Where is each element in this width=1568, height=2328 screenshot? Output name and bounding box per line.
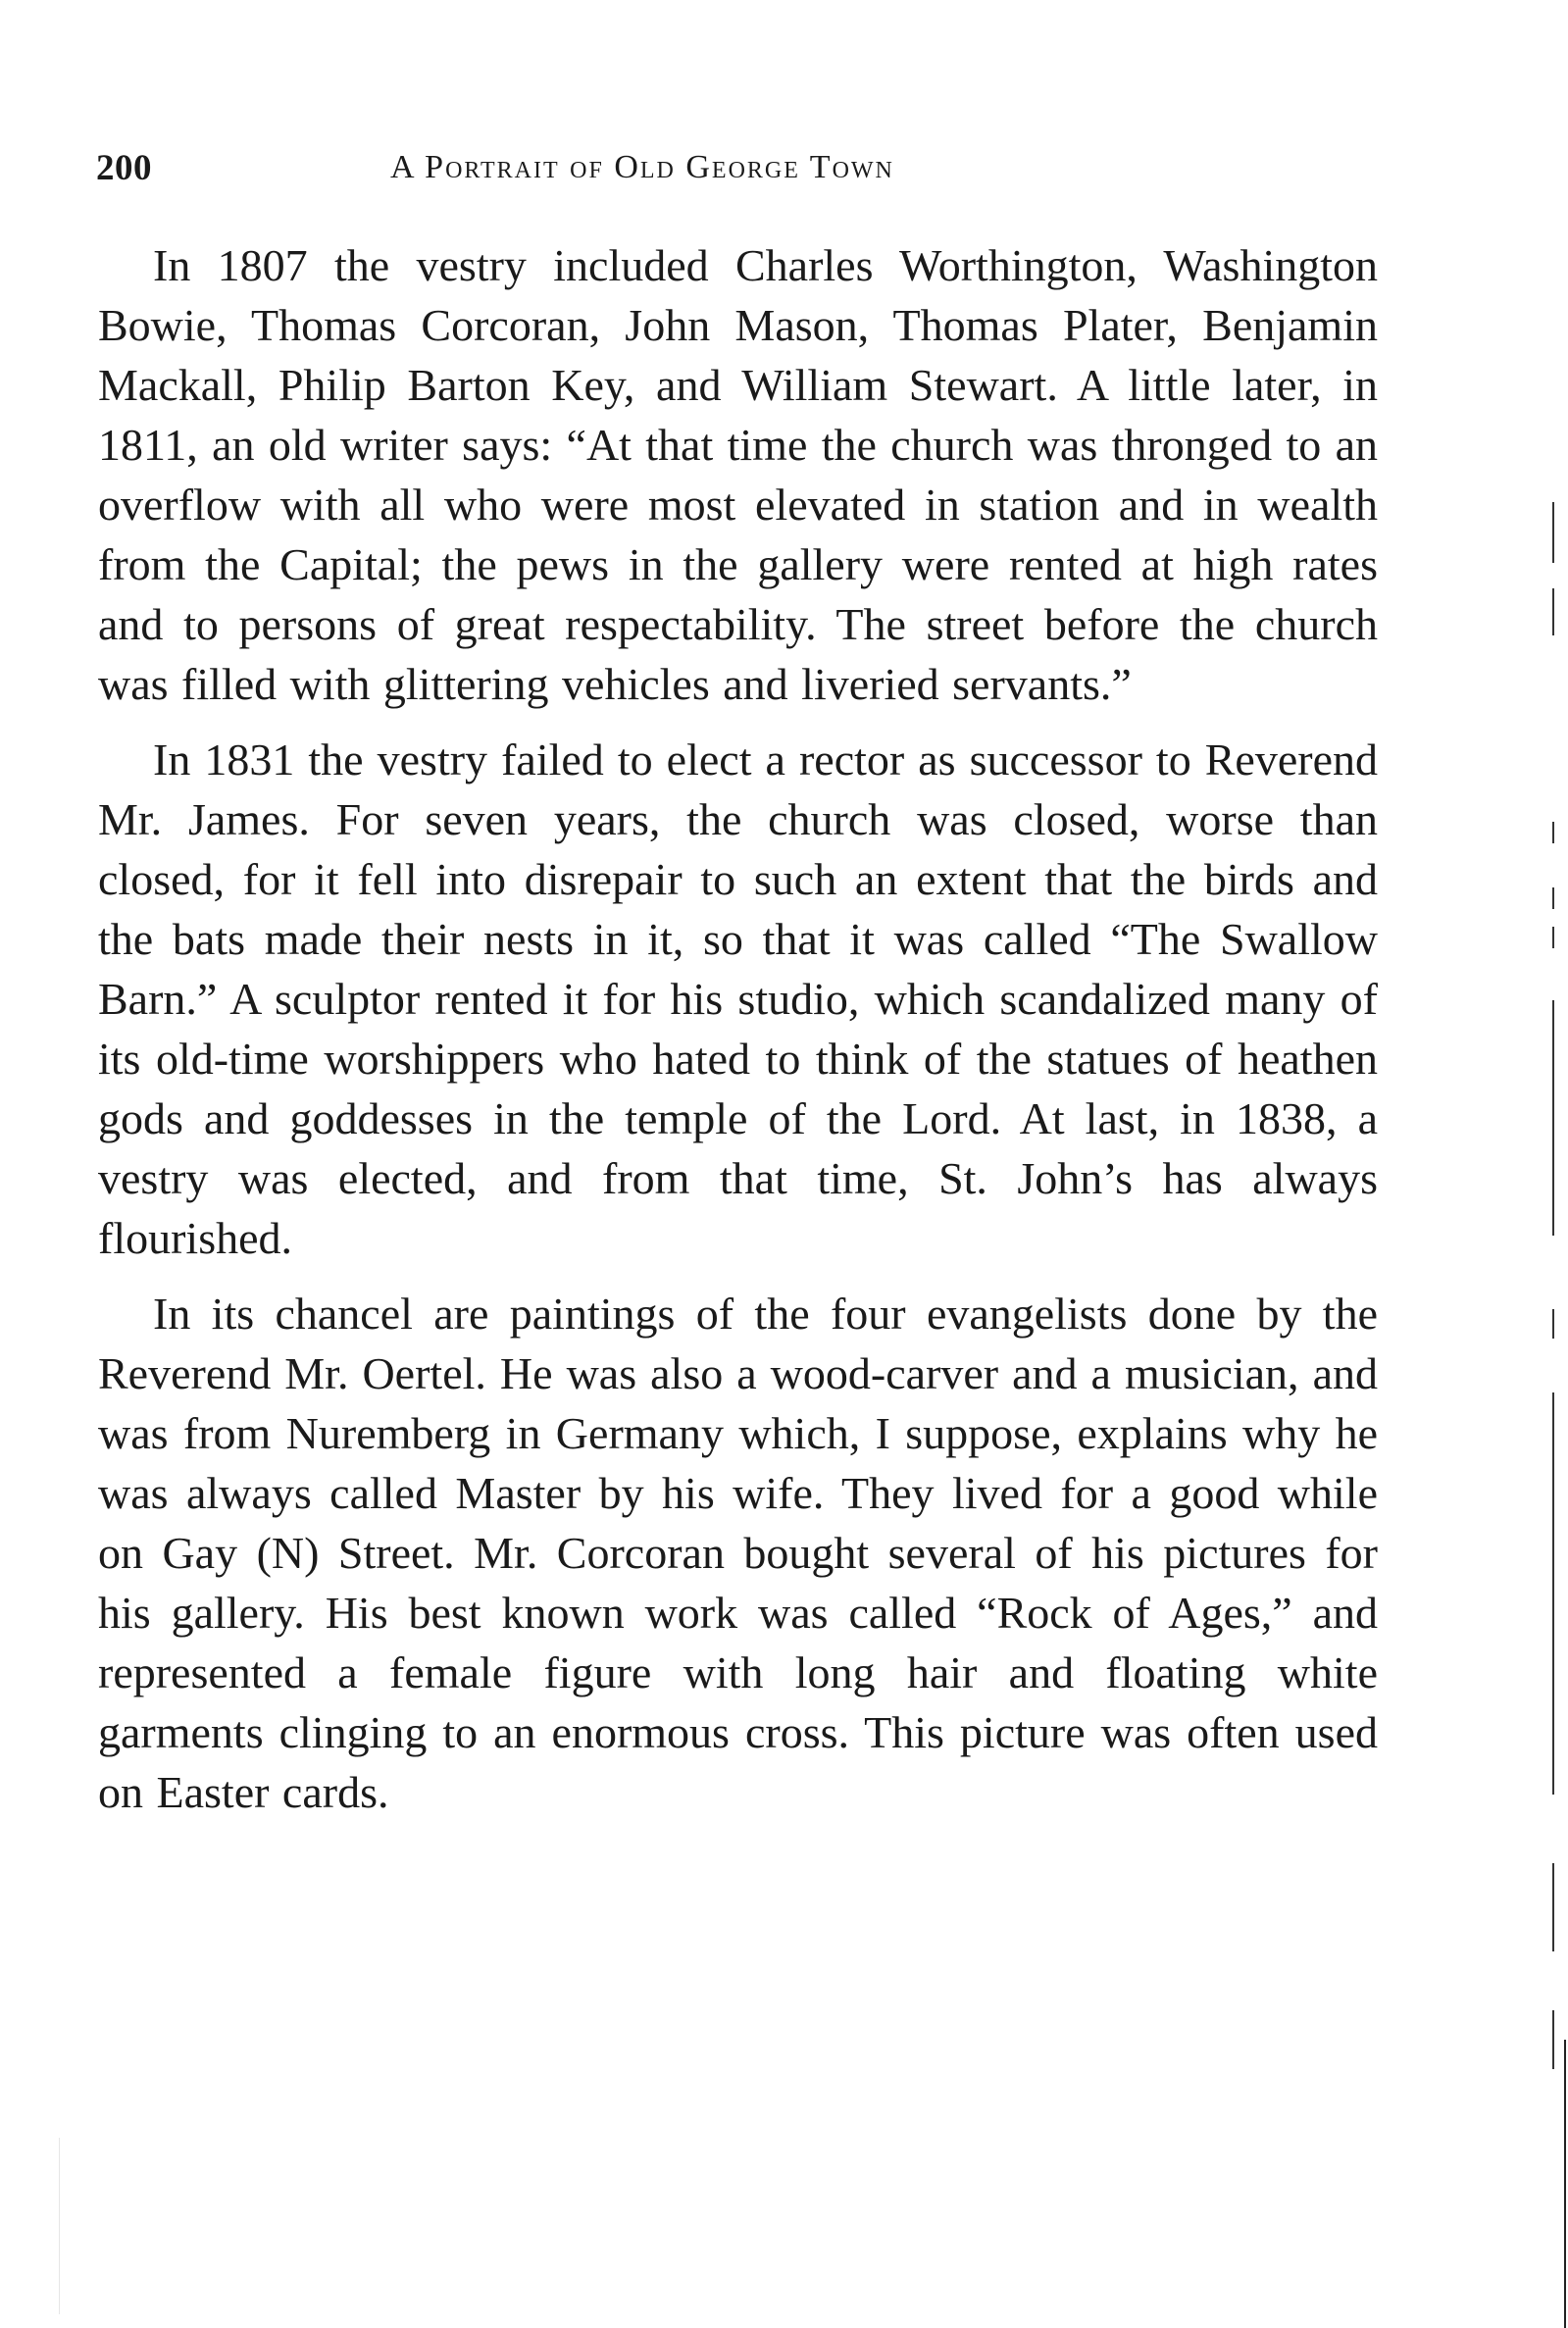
scan-mark [1552, 887, 1554, 909]
paragraph-vestry-1807: In 1807 the vestry included Charles Worthington, Washington Bowie, Thomas Corcoran, John Mason, Thomas Plater, Benjamin Mackall, Philip Barton Key, and William Stewart. A little later, in 1811, an old writer says: “At that time the church was thronged to an overflow with all who were most elevated in station and in wealth from the Capital; the pews in the gallery were rented at high rates and to persons of great respectability. The street before the church was filled with glittering vehicles and liveried servants.” [98, 240, 1378, 709]
scan-faint-line [59, 2138, 60, 2314]
scan-mark [1552, 1863, 1554, 1951]
scan-mark [1552, 502, 1554, 563]
body-text [98, 235, 1378, 1838]
running-title: A Portrait of Old George Town [390, 149, 894, 185]
scan-mark [1552, 2010, 1554, 2069]
paragraph-chancel-paintings: In its chancel are paintings of the four evangelists done by the Reverend Mr. Oertel. He was also a wood-carver and a musician, and was from Nuremberg in Germany which, I suppose, explains why he was always called Master by his wife. They lived for a good while on Gay (N) Street. Mr. Corcoran bought several of his pictures for his gallery. His best known work was called “Rock of Ages,” and represented a female figure with long hair and floating white garments clinging to an enormous cross. This picture was often used on Easter cards. [98, 1289, 1378, 1817]
paragraph-closure-1831: In 1831 the vestry failed to elect a rector as successor to Reverend Mr. James. For seven years, the church was closed, worse than closed, for it fell into disrepair to such an extent that the birds and the bats made their nests in it, so that it was called “The Swallow Barn.” A sculptor rented it for his studio, which scandalized many of its old-time worshippers who hated to think of the statues of heathen gods and goddesses in the temple of the Lord. At last, in 1838, a vestry was elected, and from that time, St. John’s has always flourished. [98, 734, 1378, 1263]
scan-mark [1552, 1711, 1554, 1795]
running-head [96, 147, 1381, 206]
scan-mark [1552, 1000, 1554, 1236]
scan-edge-line [1564, 2040, 1566, 2328]
scan-mark [1552, 1309, 1554, 1339]
scan-mark [1552, 927, 1554, 948]
page-number: 200 [96, 148, 152, 188]
scan-mark [1552, 588, 1554, 635]
scan-mark [1552, 1392, 1554, 1716]
scan-mark [1552, 822, 1554, 843]
